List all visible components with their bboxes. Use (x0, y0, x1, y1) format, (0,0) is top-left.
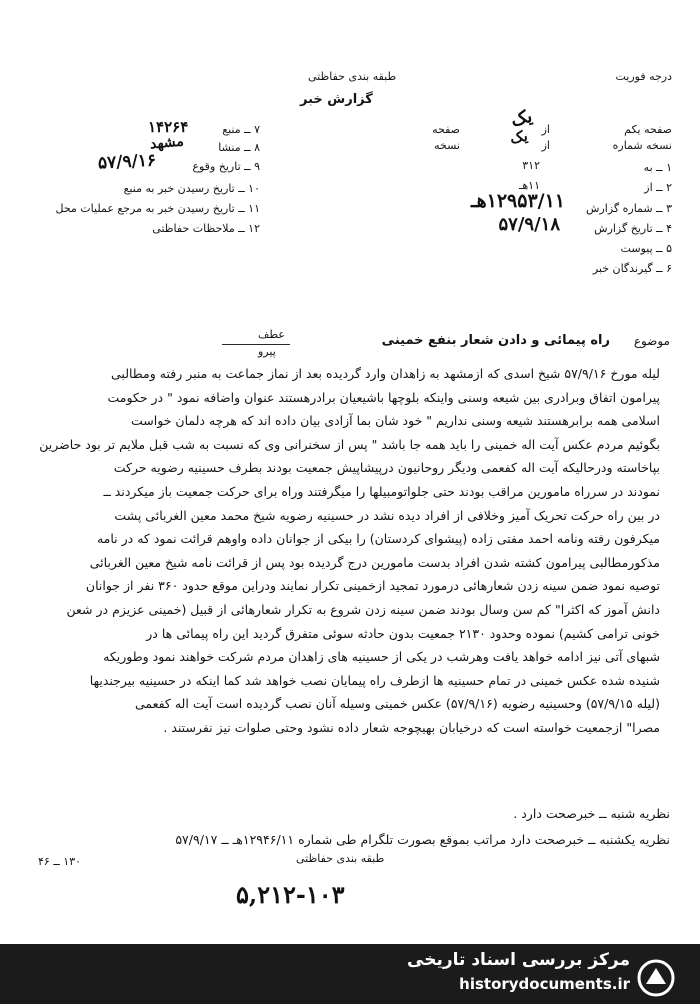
watermark-org-name: مرکز بررسی اسناد تاریخی (407, 950, 630, 970)
copy-word: نسخه (434, 139, 460, 152)
body-line: پیرامون اتفاق وبرادری بین شیعه وسنی واینکه بلوچها باشیعیان برادرهستند عنوان واضافه نمود " در حکومت (107, 389, 660, 405)
event-date-value: ۵۷/۹/۱۶ (97, 150, 157, 174)
form-title: گزارش خبر (300, 92, 373, 107)
priority-label: درجه فوریت (615, 70, 672, 83)
event-date-label: ۹ ــ تاریخ وقوع (192, 160, 260, 173)
body-line: (لیله ۵۷/۹/۱۵) وحسینیه رضویه (۵۷/۹/۱۶) عکس خمینی وسیله آنان نصب گردیده است آیت اله کفعمی (134, 696, 660, 712)
source-label: ۷ ــ منبع (222, 123, 260, 136)
source-value: ۱۴۲۶۴ (148, 118, 189, 136)
body-line: اسلامی همه برابرهستند شیعه وسنی نداریم " خود شان بما آزادی بیان داده اند که هرچه دلمان خواست (131, 413, 660, 429)
page-word: صفحه (432, 123, 460, 136)
form-code: ۱۳۰ ــ ۴۶ (38, 855, 82, 868)
classification-bottom: طبقه بندی حفاظتی (296, 852, 385, 865)
body-line: مذکورمطالبی پیرامون کشته شدن افراد بدست مامورین درج گردیده بود پس از قرائت نامه شیخ معین الغربائی (89, 554, 660, 570)
from-value: ۱۱هـ (519, 179, 540, 192)
classification-top: طبقه بندی حفاظتی (308, 70, 397, 83)
body-line: شنیده شده عکس خمینی در تمام حسینیه ها ازطرف راه پیمایان نصب خواهد شد کما اینکه در حسینیه بیرجندیها (89, 672, 660, 688)
opinion-saturday: نظریه شنبه ــ خبرصحت دارد . (513, 806, 670, 821)
body-line: نمودند در سرراه مامورین مراقب بودند حتی جلواتومبیلها را میگرفتند وراه برای حرکت جمعیت باز میکردند ــ (103, 483, 660, 499)
reference-divider (222, 344, 290, 345)
page-handwritten: یک (508, 105, 535, 132)
body-line: مصرا" ازجمعیت خواسته است که درخیابان بهیچوجه شعار داده نشود وحتی صلوات نیز نفرستند . (163, 719, 660, 735)
report-body (30, 362, 660, 740)
body-line: در بین راه حرکت تحریک آمیز وخلافی از افراد دیده نشد در حسینیه رضویه شیخ محمد معین الغربائی پشت (114, 507, 660, 523)
subject-label: موضوع (633, 334, 670, 348)
report-number-label: ۳ ــ شماره گزارش (586, 202, 672, 215)
to-value: ۳۱۲ (522, 159, 540, 172)
body-line: دانش آموز که اکثرا" کم سن وسال بودند ضمن سینه زدن شروع به تکرار شعارهائی از قبیل (خمینی عزیزم در شعن (66, 601, 660, 617)
report-date-value: ۵۷/۹/۱۸ (498, 214, 560, 235)
report-date-label: ۴ ــ تاریخ گزارش (594, 222, 672, 235)
watermark-logo-icon (636, 958, 676, 998)
to-label: ۱ ــ به (643, 161, 672, 174)
received-source-label: ۱۰ ــ تاریخ رسیدن خبر به منبع (123, 182, 260, 195)
body-line: توصیه نمود ضمن سینه زدن شعارهائی درمورد تمجید ازخمینی تکرار نمایند ودراین موقع حدود ۳۶۰ نفر از جوانان (85, 578, 660, 594)
copy-label: نسخه شماره (612, 139, 672, 152)
origin-value: مشهد (149, 133, 185, 153)
body-line: شبهای آتی نیز ادامه خواهد یافت وهرشب در یکی از حسینیه های زاهدان مردم شرکت خواهند نمود وطوریکه (103, 649, 660, 665)
body-line: بپاخاسته ودرحالیکه آیت اله کفعمی ودیگر روحانیون درپیشاپیش جمعیت بودند بطرف حسینیه رضویه حرکت (113, 460, 660, 476)
origin-label: ۸ ــ منشا (218, 141, 260, 154)
atf-label: عطف (258, 328, 285, 341)
report-number-value: ۱۲۹۵۳/۱۱هـ (471, 190, 565, 212)
opinion-sunday: نظریه یکشنبه ــ خبرصحت دارد مراتب بموقع بصورت تلگرام طی شماره ۱۲۹۴۶/۱۱هـ ــ ۵۷/۹/۱۷ (175, 832, 670, 847)
body-line: لیله مورخ ۵۷/۹/۱۶ شیخ اسدی که ازمشهد به زاهدان وارد گردیده بعد از نماز جماعت به منبر رفته ومطالبی (111, 366, 660, 381)
body-line: میکرفون رفته ونامه احمد مفتی زاده (پیشوای کردستان) را بیکی از جوانان داده واوهم قرائت نمود که در نامه (96, 531, 660, 547)
copy-from: از (541, 139, 550, 152)
page-from: از (541, 123, 550, 136)
body-line: خونی ترامی کشیم) نموده وحدود ۲۱۳۰ جمعیت بدون حادثه سوئی متفرق گردید این راه پیمائی ها در (146, 625, 660, 641)
from-label: ۲ ــ از (644, 181, 672, 194)
handwritten-bottom-number: ۵,۲۱۲-۱۰۳ (236, 880, 345, 909)
peyro-label: پیرو (258, 345, 276, 358)
page-label: صفحه یکم (624, 123, 672, 136)
subject-value: راه پیمائی و دادن شعار بنفع خمینی (381, 333, 610, 348)
copy-handwritten: یک (508, 126, 530, 148)
body-line: بگوئیم مردم عکس آیت اله خمینی را باید همه جا باشد " پس از سخنرانی وی که نسبت به شب قبل ملایم تر بود حاضرین (39, 436, 660, 452)
attachment-label: ۵ ــ پیوست (620, 242, 672, 255)
recipients-label: ۶ ــ گیرندگان خبر (592, 262, 672, 275)
watermark-site: historydocuments.ir (459, 975, 630, 993)
security-notes-label: ۱۲ ــ ملاحظات حفاظتی (152, 222, 260, 235)
received-office-label: ۱۱ ــ تاریخ رسیدن خبر به مرجع عملیات محل (55, 202, 260, 215)
